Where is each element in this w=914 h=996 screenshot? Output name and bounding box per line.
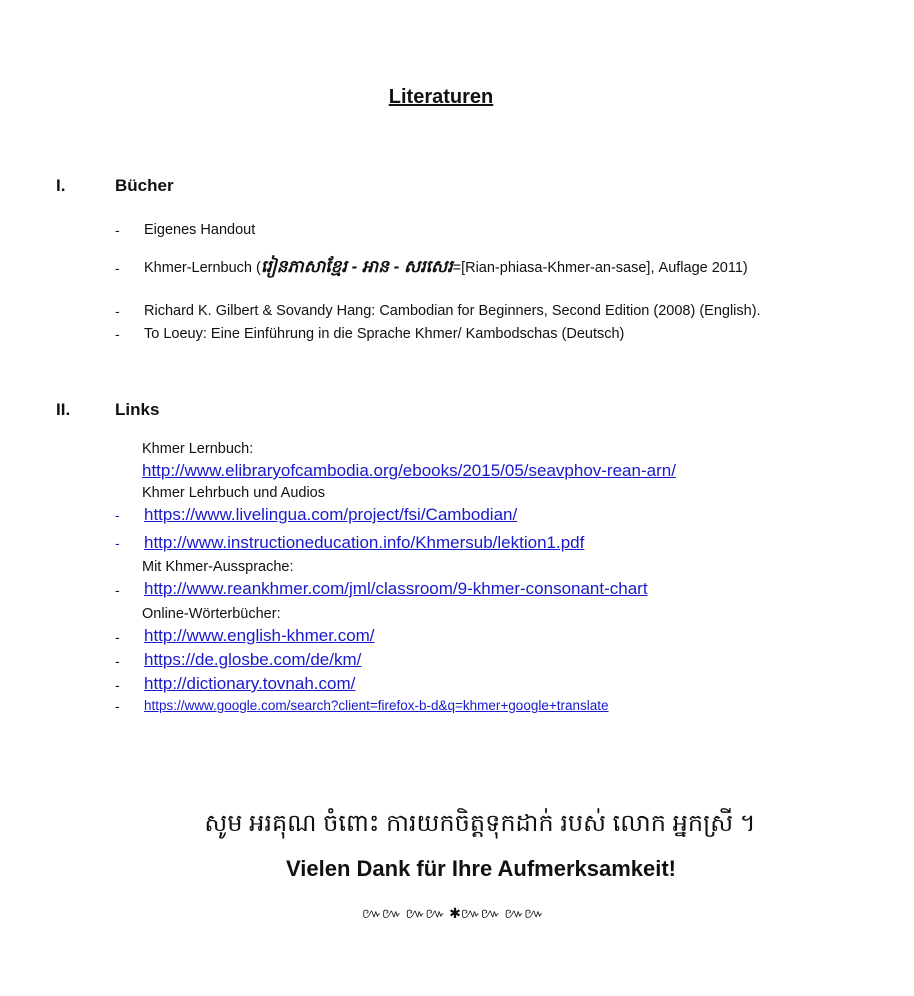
link-google-translate[interactable]: https://www.google.com/search?client=firefox-b-d&q=khmer+google+translate: [144, 698, 609, 713]
book-item-khmer-title: រៀនភាសាខ្មែរ - អាន - សរសេរ: [260, 257, 453, 276]
section-links-title: Links: [115, 400, 160, 419]
section-links-number: II.: [56, 400, 71, 419]
page-title: Literaturen: [388, 86, 494, 108]
list-dash: -: [115, 260, 120, 276]
link-reankhmer[interactable]: http://www.reankhmer.com/jml/classroom/9-khmer-consonant-chart: [144, 579, 648, 598]
list-dash: -: [115, 326, 120, 342]
thanks-german: Vielen Dank für Ihre Aufmerksamkeit!: [285, 856, 677, 881]
label-khmer-lernbuch: Khmer Lernbuch:: [142, 441, 254, 457]
link-livelingua[interactable]: https://www.livelingua.com/project/fsi/Cambodian/: [144, 505, 518, 524]
book-item-gilbert: Richard K. Gilbert & Sovandy Hang: Cambodian for Beginners, Second Edition (2008) (English).: [144, 303, 761, 319]
list-dash: -: [115, 507, 120, 523]
book-item-prefix: Khmer-Lernbuch (: [144, 260, 261, 276]
list-dash: -: [115, 677, 120, 693]
label-khmer-lehrbuch: Khmer Lehrbuch und Audios: [142, 485, 325, 501]
list-dash: -: [115, 653, 120, 669]
section-books-title: Bücher: [115, 176, 174, 195]
list-dash: -: [115, 629, 120, 645]
list-dash: -: [115, 698, 120, 714]
book-item-khmer-lernbuch: [144, 256, 748, 281]
link-instructioneducation[interactable]: http://www.instructioneducation.info/Khmersub/lektion1.pdf: [144, 533, 585, 552]
list-dash: -: [115, 582, 120, 598]
book-item-handout: Eigenes Handout: [144, 222, 256, 238]
thanks-khmer: សូម អរគុណ ចំពោះ ការយកចិត្តទុកដាក់ របស់ លោក អ្នកស្រី ។: [204, 810, 756, 837]
section-books-number: I.: [56, 176, 66, 195]
link-elibrary[interactable]: http://www.elibraryofcambodia.org/ebooks/2015/05/seavphov-rean-arn/: [142, 461, 676, 480]
list-dash: -: [115, 222, 120, 238]
list-dash: -: [115, 535, 120, 551]
label-online-woerterbuecher: Online-Wörterbücher:: [142, 606, 281, 622]
book-item-to-loeuy: To Loeuy: Eine Einführung in die Sprache Khmer/ Kambodschas (Deutsch): [144, 326, 625, 342]
book-item-suffix: =[Rian-phiasa-Khmer-an-sase], Auflage 2011): [452, 260, 748, 276]
link-glosbe[interactable]: https://de.glosbe.com/de/km/: [144, 650, 362, 669]
label-khmer-aussprache: Mit Khmer-Aussprache:: [142, 559, 294, 575]
link-tovnah[interactable]: http://dictionary.tovnah.com/: [144, 674, 356, 693]
list-dash: -: [115, 303, 120, 319]
link-english-khmer[interactable]: http://www.english-khmer.com/: [144, 626, 375, 645]
ornament-divider: ៚៚ ៚៚ ✱៚៚ ៚៚: [362, 905, 544, 921]
